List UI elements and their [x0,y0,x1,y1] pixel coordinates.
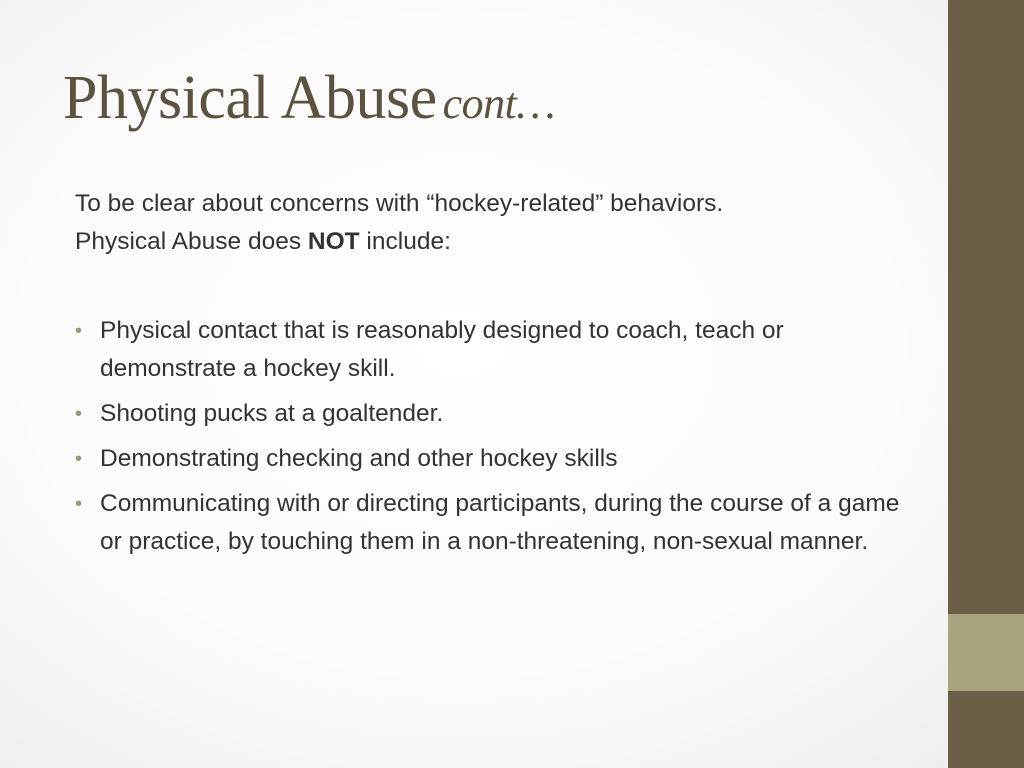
list-item-text: Shooting pucks at a goaltender. [100,400,444,427]
slide-title [63,62,555,140]
intro-line-2-prefix: Physical Abuse does [75,228,308,255]
list-item [75,395,905,433]
bullet-icon: • [75,403,83,425]
bullet-icon: • [75,448,83,470]
list-item-text: Communicating with or directing participants, during the course of a game or practice, by touching them in a non-threatening, non-sexual manner. [100,490,900,555]
list-item-text: Physical contact that is reasonably designed to coach, teach or demonstrate a hockey skill. [100,317,784,382]
slide-title-suffix: cont… [442,79,555,128]
intro-line-1: To be clear about concerns with “hockey-related” behaviors. [75,190,724,217]
intro-line-2-suffix: include: [359,228,451,255]
intro-text [75,185,935,261]
bullet-list [75,312,905,568]
list-item-text: Demonstrating checking and other hockey skills [100,445,618,472]
list-item [75,485,905,561]
intro-line-2-emphasis: NOT [307,228,360,255]
slide-title-main: Physical Abuse [63,64,437,132]
list-item [75,312,905,388]
bullet-icon: • [75,320,83,342]
decorative-side-band-accent [948,614,1024,691]
list-item [75,440,905,478]
bullet-icon: • [75,493,83,515]
